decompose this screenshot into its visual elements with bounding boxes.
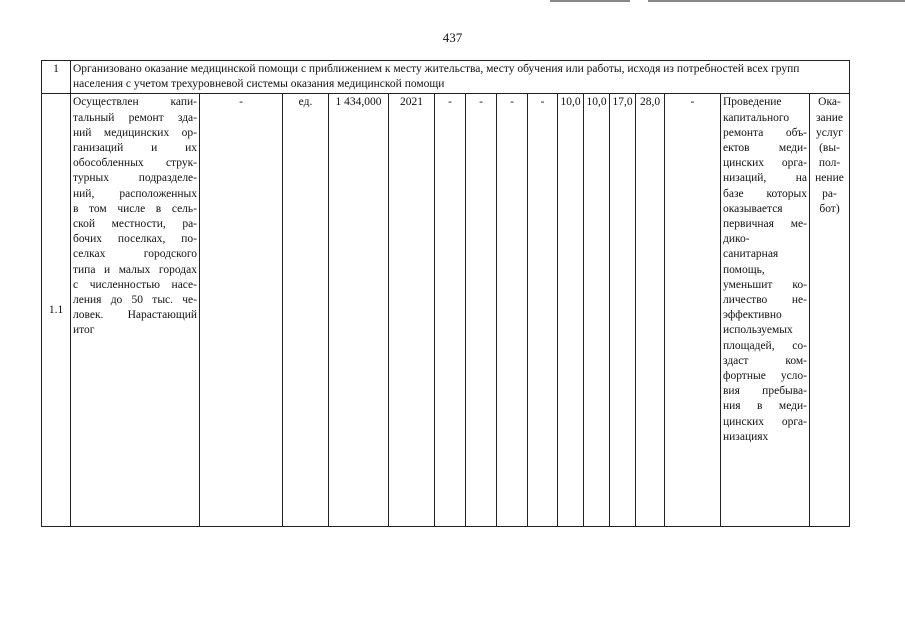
effect-line: здаст ком- (723, 354, 807, 367)
effect-line: личество не- (723, 294, 807, 307)
cell-dash: - (435, 94, 466, 527)
type-line: ра- (822, 187, 837, 200)
effect-line: капитального (723, 111, 790, 124)
indicator-line: ний медицинских ор- (73, 126, 197, 139)
page-number: 437 (442, 30, 463, 45)
section-title: Организовано оказание медицинской помощи с приближением к месту жительства, месту обучения или работы, исходя из потребностей всех групп населения с учетом трехуровневой системы оказания медицинской помощи (71, 61, 850, 94)
row-number: 1.1 (42, 94, 71, 527)
section-number: 1 (42, 61, 71, 94)
effect-line: цинских орга- (723, 415, 807, 428)
type-line: Ока- (818, 96, 841, 109)
indicator-line: ской местности, ра- (73, 218, 197, 231)
indicator-line: турных подразделе- (73, 172, 197, 185)
cell-dash: - (466, 94, 497, 527)
indicator-line: Осуществлен капи- (73, 96, 197, 109)
cell-dash: - (528, 94, 558, 527)
type-line: бот) (819, 202, 840, 215)
effect-line: помощь, (723, 263, 765, 276)
indicator-line: с численностью насе- (73, 278, 197, 291)
indicator-line: бочих поселках, по- (73, 233, 197, 246)
document-table (41, 60, 850, 527)
effect-line: низациях (723, 430, 769, 443)
indicator-line: обособленных струк- (73, 157, 197, 170)
unit-cell: ед. (283, 94, 329, 527)
type-text (812, 95, 847, 217)
type-line: услуг (815, 126, 844, 139)
indicator-line: ганизаций и их (73, 142, 197, 155)
cell-dash: - (200, 94, 283, 527)
effect-line: дико- (723, 233, 750, 246)
effect-line: базе которых (723, 187, 807, 200)
indicator-line: ления до 50 тыс. че- (73, 294, 197, 307)
base-year-cell: 2021 (389, 94, 435, 527)
effect-line: оказывается (723, 202, 783, 215)
table-row (42, 94, 850, 527)
cell-dash: - (665, 94, 721, 527)
value-cell: 10,0 (584, 94, 610, 527)
indicator-line: ловек. Нарастающий (73, 309, 197, 322)
type-line: (вы- (819, 142, 840, 155)
effect-line: низаций, на (723, 172, 807, 185)
indicator-line: тальный ремонт зда- (73, 111, 197, 124)
cell-dash: - (497, 94, 528, 527)
base-value-cell: 1 434,000 (329, 94, 389, 527)
effect-text (723, 95, 807, 445)
effect-cell (721, 94, 810, 527)
effect-line: санитарная (723, 248, 779, 261)
effect-line: ектов меди- (723, 142, 807, 155)
effect-line: ния в меди- (723, 400, 807, 413)
indicator-line: типа и малых городах (73, 263, 197, 276)
type-line: нение (815, 172, 844, 185)
indicator-cell (71, 94, 200, 527)
type-line: пол- (818, 157, 841, 170)
effect-line: Проведение (723, 96, 782, 109)
effect-line: используемых (723, 324, 793, 337)
effect-line: вия пребыва- (723, 385, 807, 398)
indicator-text (73, 95, 197, 338)
value-cell: 17,0 (610, 94, 636, 527)
effect-line: эффективно (723, 309, 782, 322)
value-cell: 28,0 (636, 94, 665, 527)
indicator-line: в том числе в сель- (73, 202, 197, 215)
indicator-line: итог (73, 324, 95, 337)
value-cell: 10,0 (558, 94, 584, 527)
effect-line: площадей, со- (723, 339, 807, 352)
scan-artifact (648, 0, 905, 2)
indicator-line: ний, расположенных (73, 187, 197, 200)
effect-line: уменьшит ко- (723, 278, 807, 291)
effect-line: цинских орга- (723, 157, 807, 170)
indicator-line: селках городского (73, 248, 197, 261)
effect-line: первичная ме- (723, 218, 807, 231)
scan-artifact (550, 0, 630, 2)
section-row (42, 61, 850, 94)
effect-line: ремонта объ- (723, 126, 807, 139)
type-cell (810, 94, 850, 527)
type-line: зание (815, 111, 844, 124)
effect-line: фортные усло- (723, 370, 807, 383)
